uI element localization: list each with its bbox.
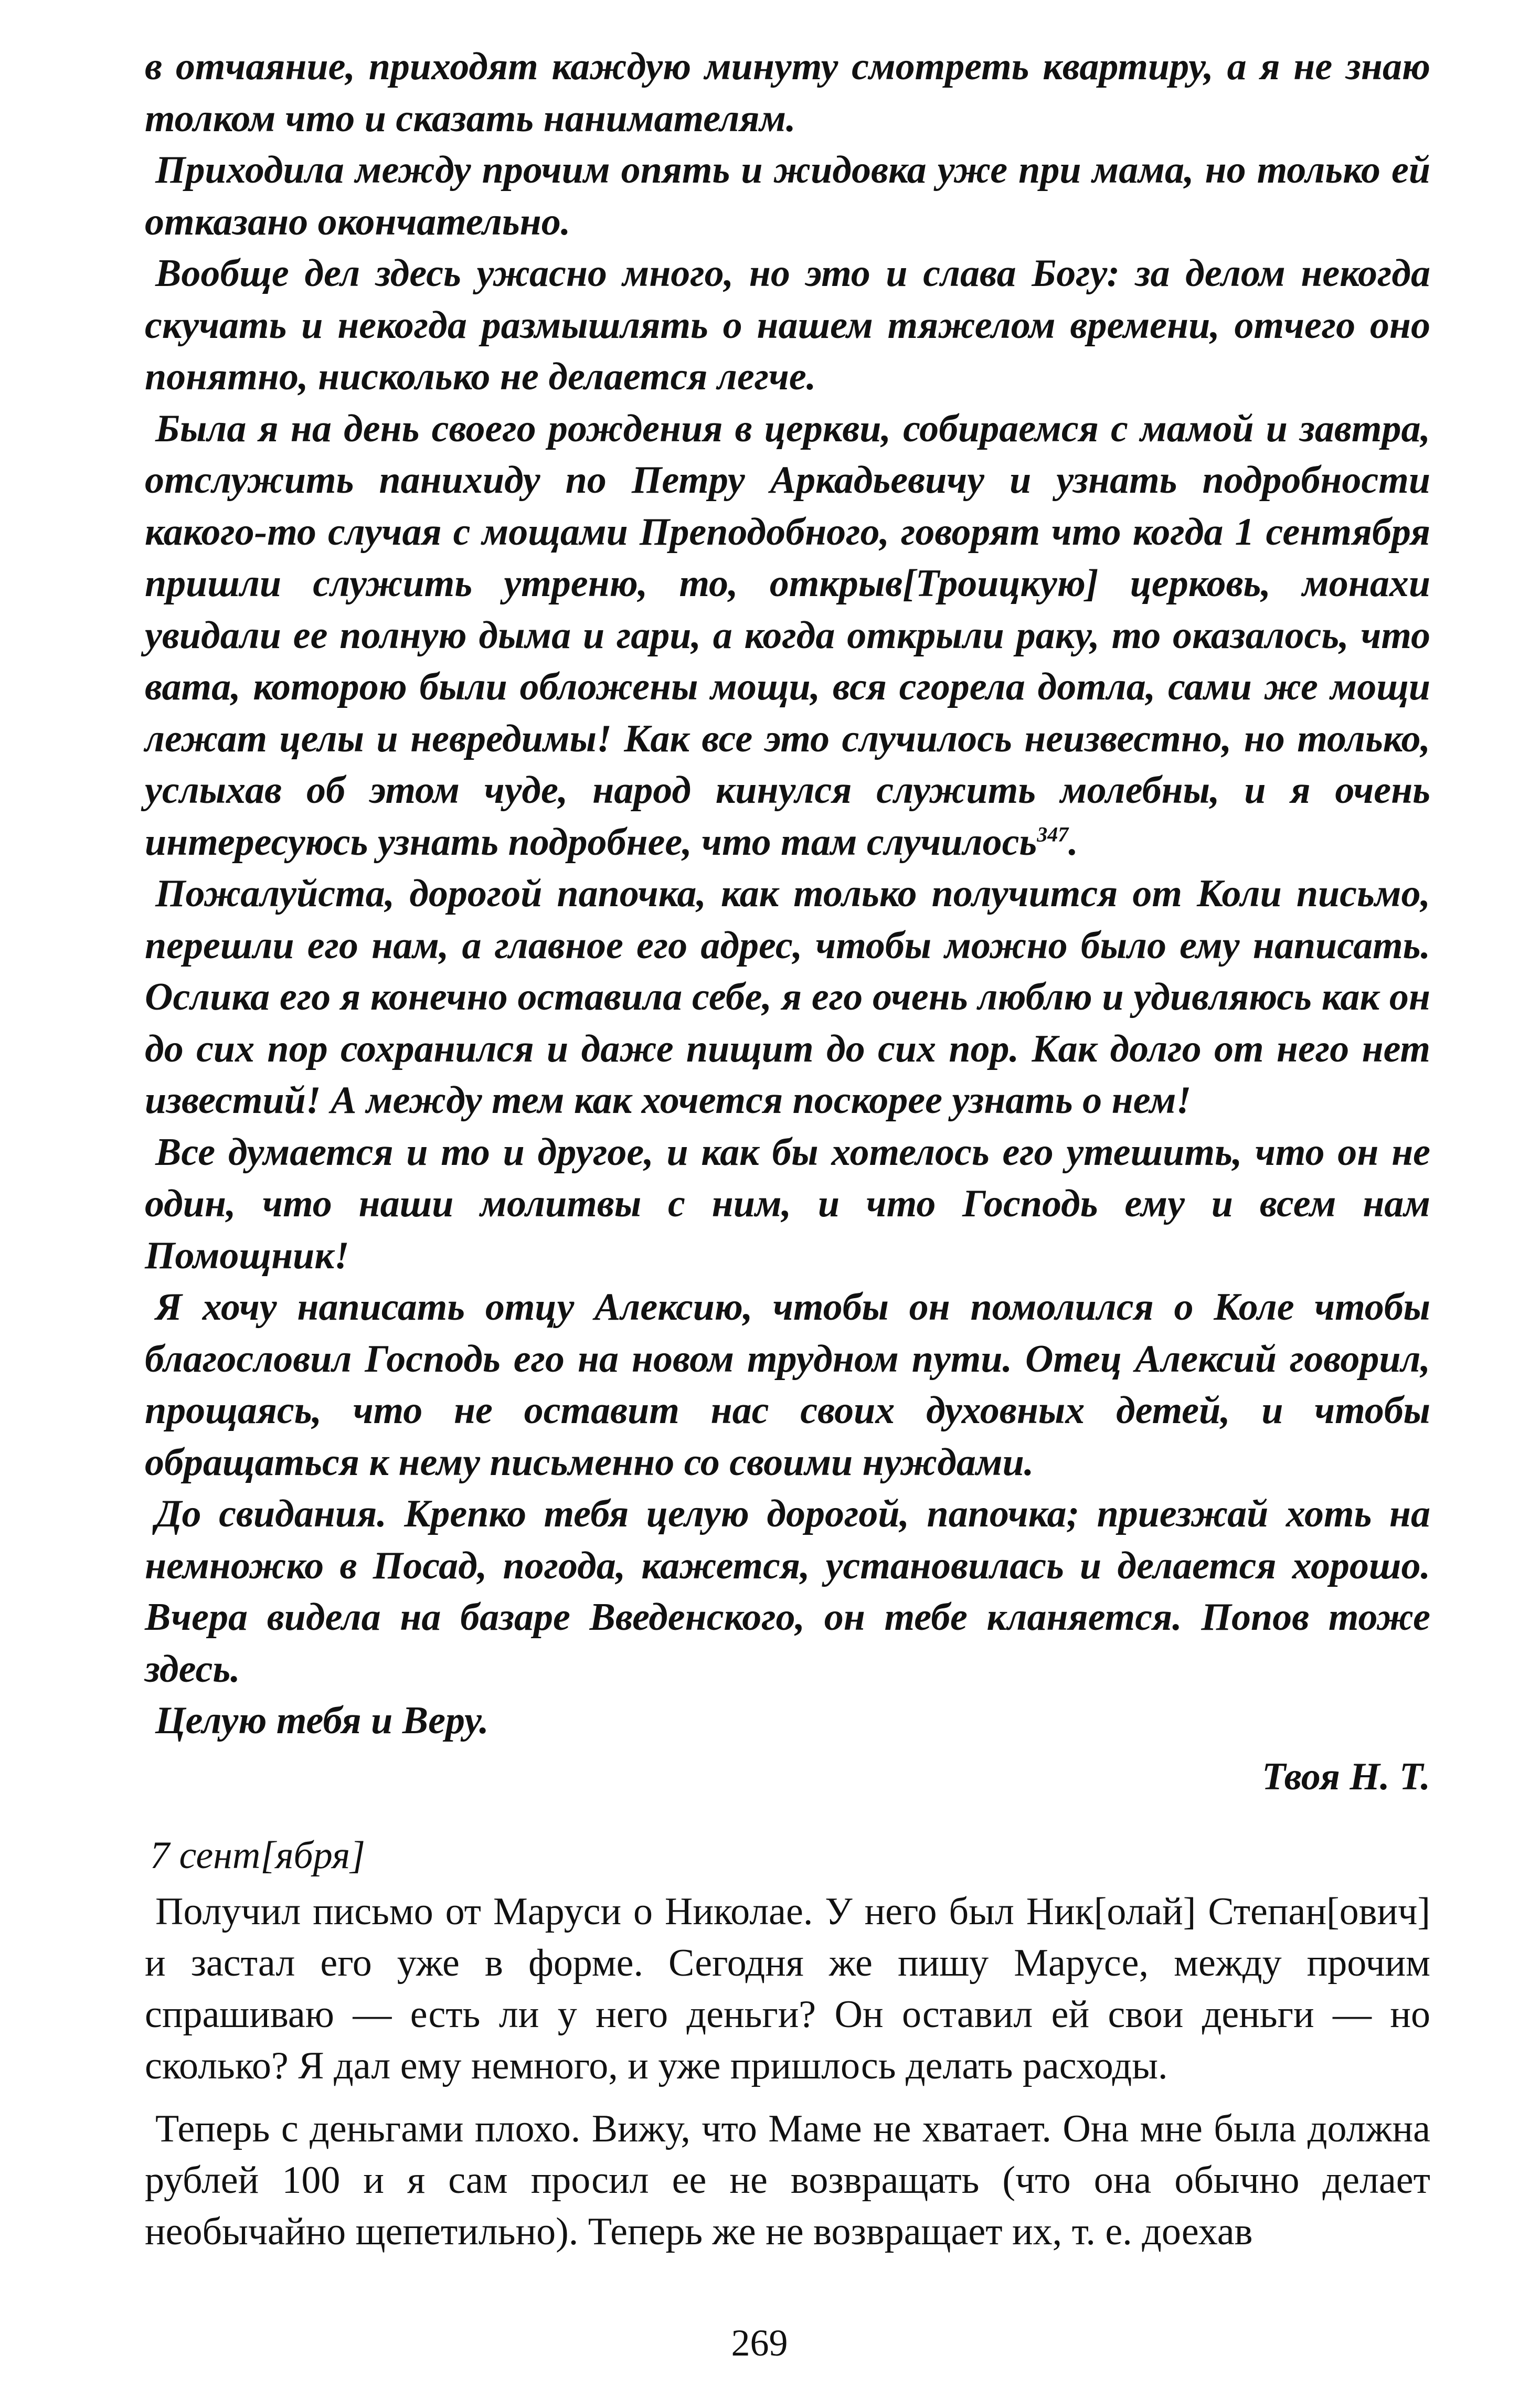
letter-signature: Твоя Н. Т. [1262, 1755, 1430, 1798]
letter-paragraph: Вообще дел здесь ужасно много, но это и слава Богу: за делом некогда скучать и некогда размышлять о нашем тяжелом времени, отчего оно понятно, нисколько не делается легче. [145, 252, 1430, 398]
page-text [145, 41, 1430, 2257]
diary-section [145, 1886, 1430, 2257]
letter-paragraph: Все думается и то и другое, и как бы хотелось его утешить, что он не один, что наши молитвы с ним, и что Господь ему и всем нам Помощник! [145, 1130, 1430, 1277]
letter-paragraph-with-footnote [145, 403, 1430, 868]
letter-paragraph: Пожалуйста, дорогой папочка, как только получится от Коли письмо, перешли его нам, а главное его адрес, чтобы можно было ему написать. Ослика его я конечно оставила себе, я его очень люблю и удивляюсь как он до сих пор сохранился и даже пищит до сих пор. Как долго от него нет известий! А между тем как хочется поскорее узнать о нем! [145, 872, 1430, 1122]
letter-paragraph: Приходила между прочим опять и жидовка уже при мама, но только ей отказано окончательно. [145, 148, 1430, 243]
diary-date: 7 сент[ября] [150, 1834, 365, 1877]
letter-paragraph: в отчаяние, приходят каждую минуту смотреть квартиру, а я не знаю толком что и сказать нанимателям. [145, 45, 1430, 140]
footnote-tail: . [1068, 820, 1078, 864]
letter-section [145, 41, 1430, 1802]
page-number: 269 [731, 2322, 788, 2364]
footnote-reference: 347 [1037, 822, 1069, 846]
diary-paragraph: Теперь с деньгами плохо. Вижу, что Маме не хватает. Она мне была должна рублей 100 и я сам просил ее не возвращать (что она обычно делает необычайно щепетильно). Теперь же не возвращает их, т. е. доехав [145, 2107, 1430, 2253]
letter-paragraph: До свидания. Крепко тебя целую дорогой, папочка; приезжай хоть на немножко в Посад, погода, кажется, установилась и делается хорошо. Вчера видела на базаре Введенского, он тебе кланяется. Попов тоже здесь. [145, 1492, 1430, 1691]
letter-paragraph: Я хочу написать отцу Алексию, чтобы он помолился о Коле чтобы благословил Господь его на новом трудном пути. Отец Алексий говорил, прощаясь, что не оставит нас своих духовных детей, и чтобы обращаться к нему письменно со своими нуждами. [145, 1286, 1430, 1484]
letter-closing: Целую тебя и Веру. [155, 1699, 489, 1742]
diary-paragraph: Получил письмо от Маруси о Николае. У него был Ник[олай] Степан[ович] и застал его уже в форме. Сегодня же пишу Марусе, между прочим спрашиваю — есть ли у него деньги? Он оставил ей свои деньги — но сколько? Я дал ему немного, и уже пришлось делать расходы. [145, 1890, 1430, 2087]
letter-paragraph-text: Была я на день своего рождения в церкви, собираемся с мамой и завтра, отслужить панихиду по Петру Аркадьевичу и узнать подробности какого-то случая с мощами Преподобного, говорят что когда 1 сентября пришли служить утреню, то, открыв[Троицкую] церковь, монахи увидали ее полную дыма и гари, а когда открыли раку, то оказалось, что вата, которою были обложены мощи, вся сгорела дотла, сами же мощи лежат целы и невредимы! Как все это случилось неизвестно, но только, услыхав об этом чуде, народ кинулся служить молебны, и я очень интересуюсь узнать подробнее, что там случилось [145, 407, 1430, 864]
